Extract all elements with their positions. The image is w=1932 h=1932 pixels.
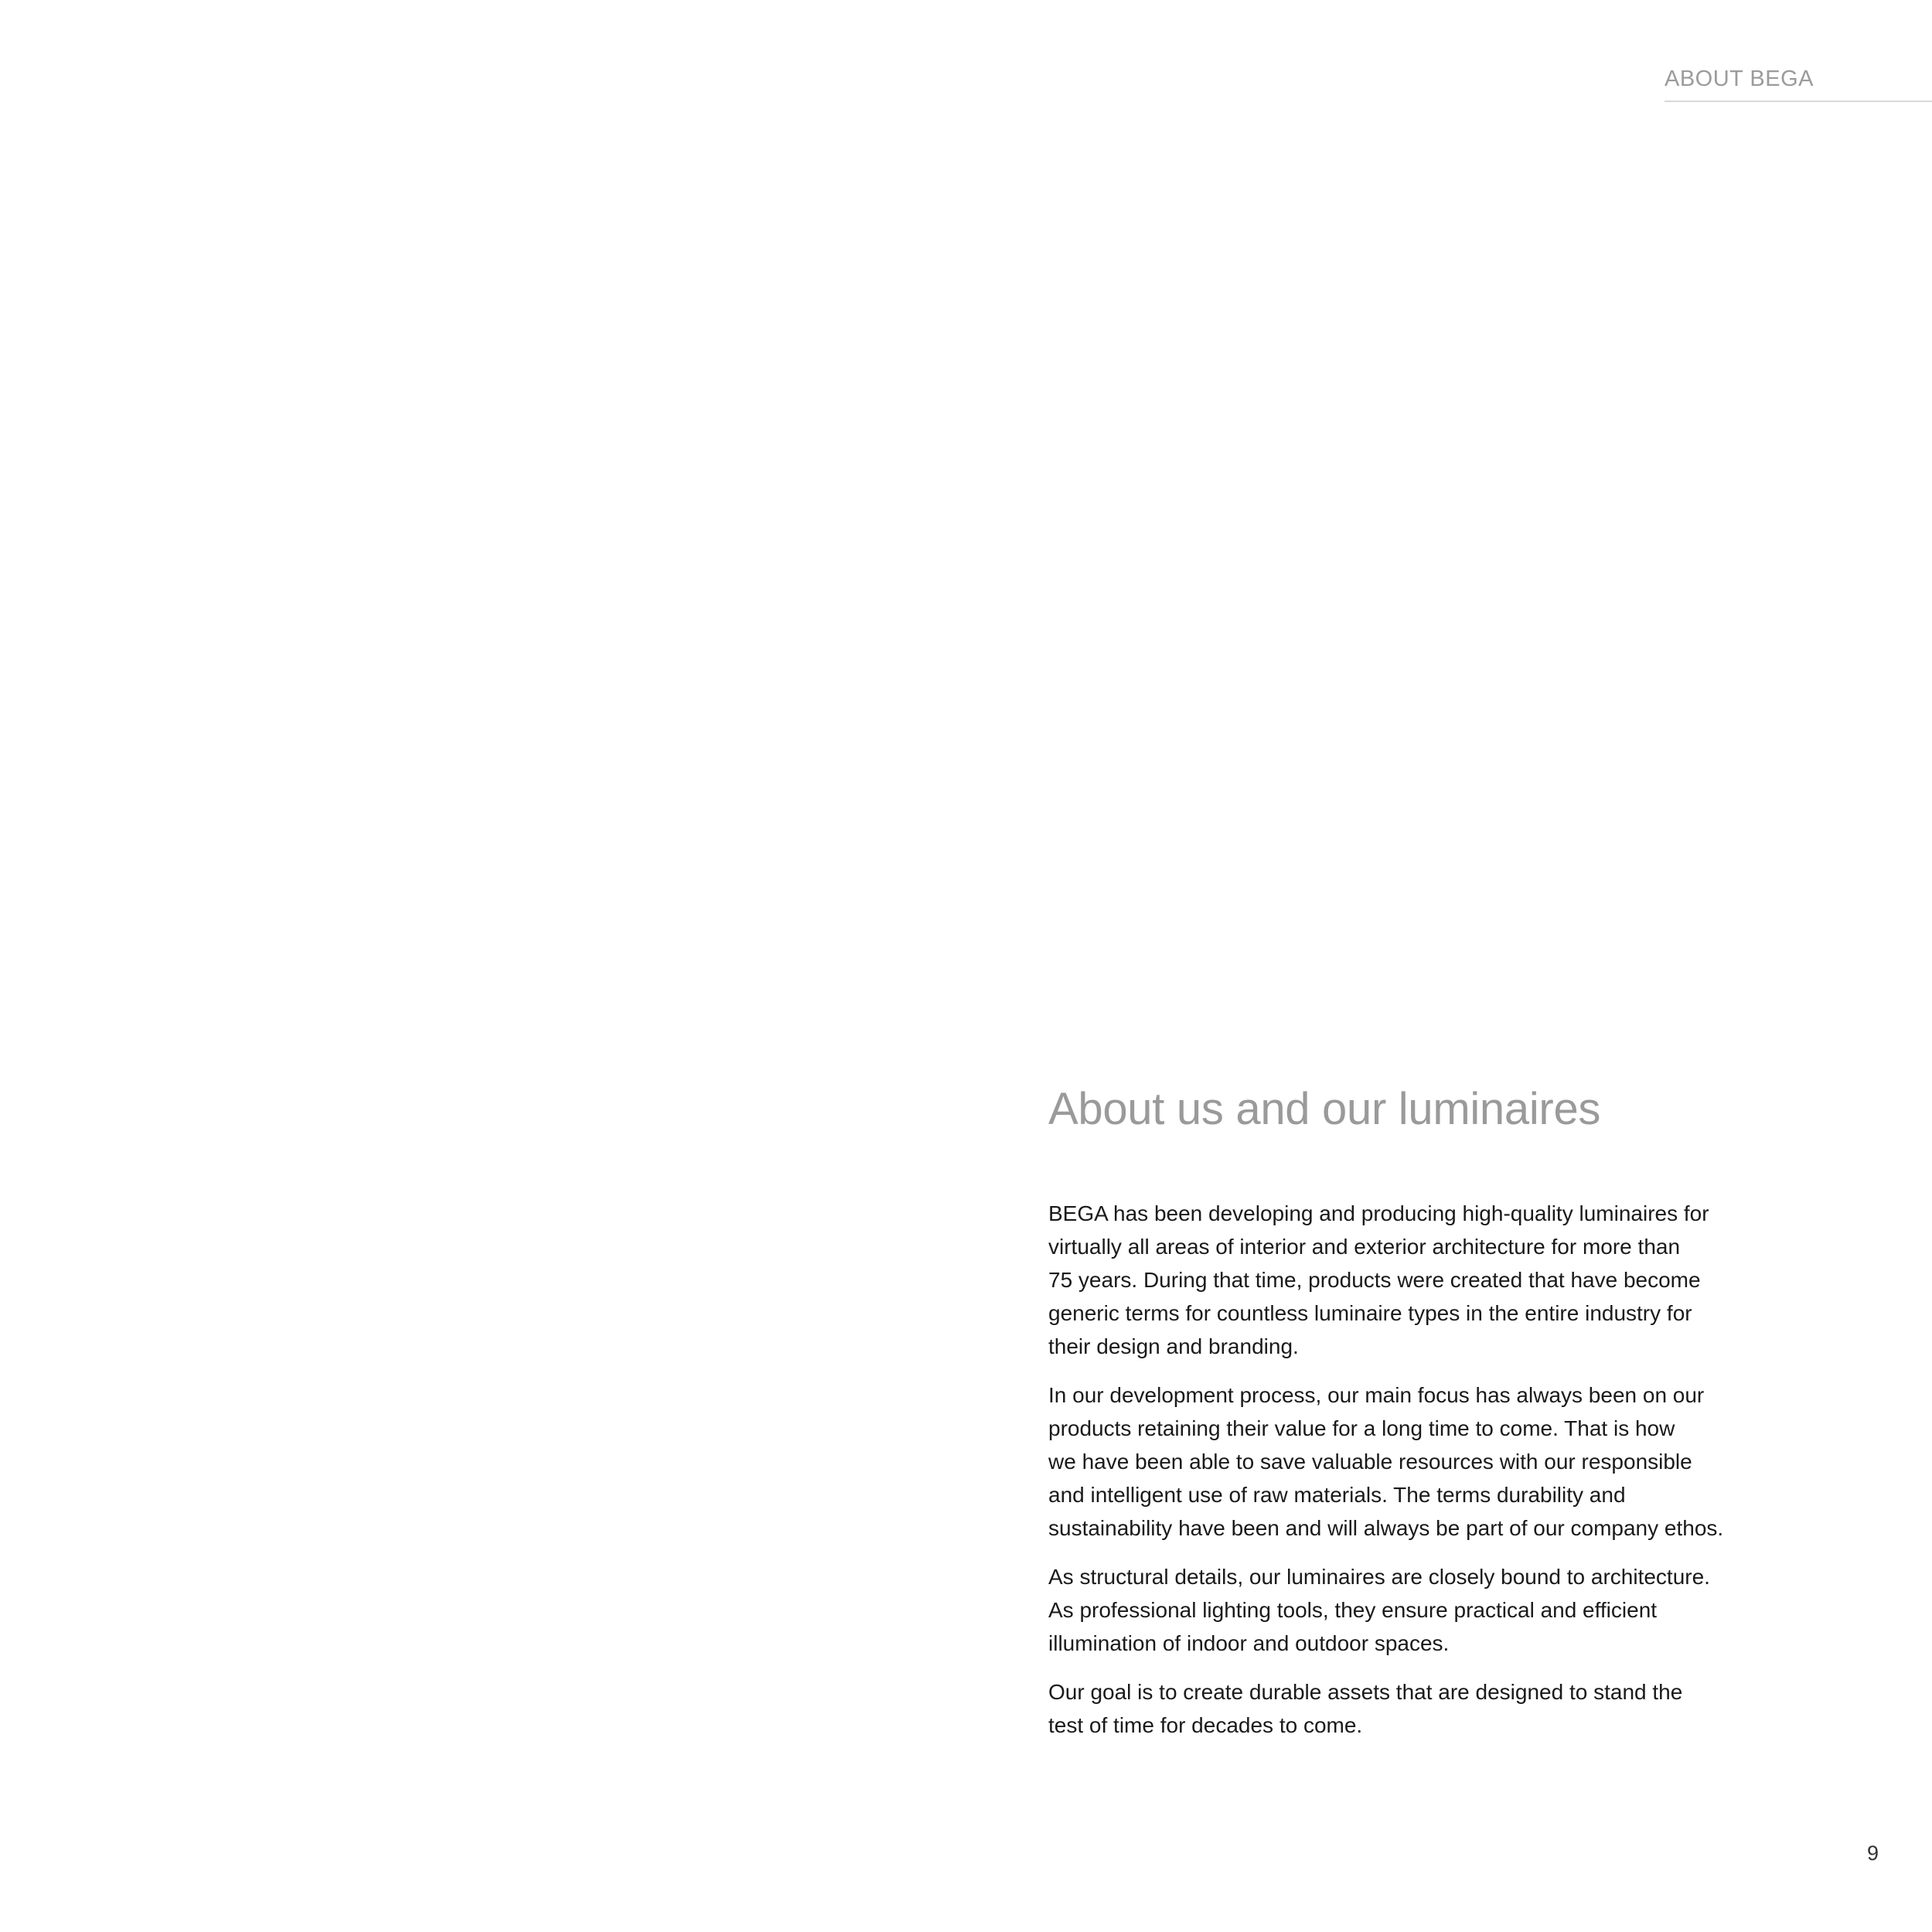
paragraph-4: Our goal is to create durable assets that are designed to stand the test of time for decades to come. [1048, 1680, 1683, 1737]
paragraph-1: BEGA has been developing and producing high-quality luminaires for virtually all areas of interior and exterior architecture for more than 75 years. During that time, products were created that have become generic terms for countless luminaire types in the entire industry for their design and branding. [1048, 1201, 1709, 1358]
paragraph-3: As structural details, our luminaires are closely bound to architecture. As professional lighting tools, they ensure practical and efficient illumination of indoor and outdoor spaces. [1048, 1565, 1710, 1655]
paragraph-2: In our development process, our main focus has always been on our products retaining their value for a long time to come. That is how we have been able to save valuable resources with our responsible and intelligent use of raw materials. The terms durability and sustainability have been and will always be part of our company ethos. [1048, 1383, 1724, 1540]
section-label: ABOUT BEGA [1665, 66, 1814, 91]
body-text [1048, 1197, 1767, 1757]
section-label-rule [1665, 101, 1932, 102]
page-heading: About us and our luminaires [1048, 1084, 1601, 1134]
page-number: 9 [1866, 1842, 1879, 1865]
